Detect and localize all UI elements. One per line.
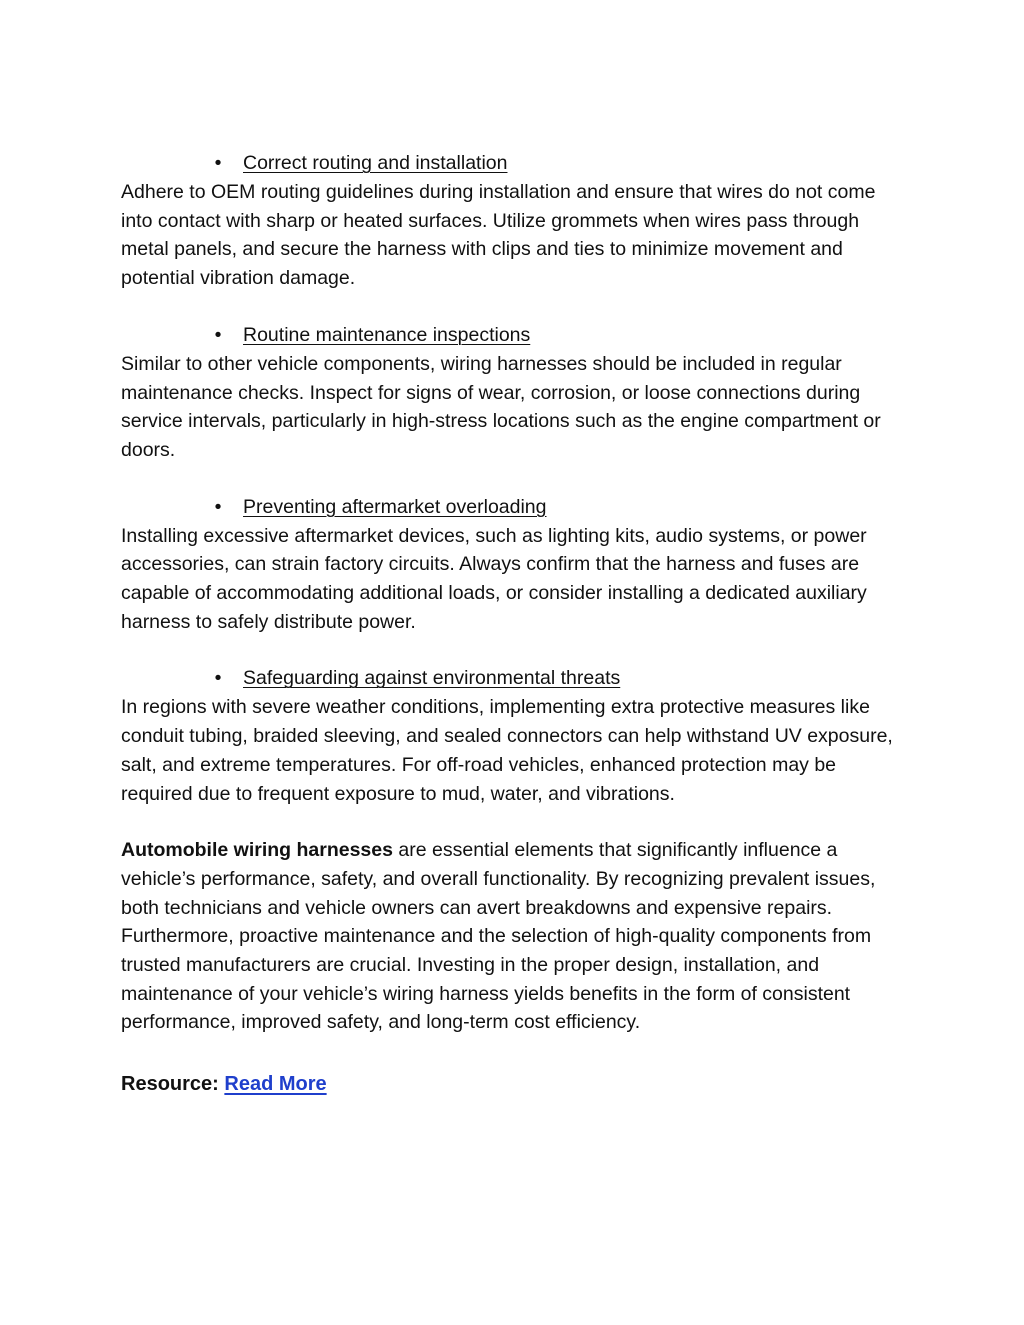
section-routing <box>121 149 911 293</box>
bullet-item <box>121 664 911 693</box>
section-body: Similar to other vehicle components, wiring harnesses should be included in regular maintenance checks. Inspect for signs of wear, corrosion, or loose connections during service intervals, particularly in high-stress locations such as the engine compartment or doors. <box>121 352 881 461</box>
bullet-icon: • <box>214 323 222 346</box>
section-heading: Safeguarding against environmental threats <box>243 667 621 690</box>
section-aftermarket <box>121 493 911 637</box>
section-body: In regions with severe weather conditions, implementing extra protective measures like conduit tubing, braided sleeving, and sealed connectors can help withstand UV exposure, salt, and extreme temperatures. For off-road vehicles, enhanced protection may be required due to frequent exposure to mud, water, and vibrations. <box>121 696 893 805</box>
bullet-icon: • <box>214 152 222 174</box>
section-heading: Routine maintenance inspections <box>243 323 531 346</box>
bullet-item <box>121 493 911 522</box>
conclusion-text: are essential elements that significantly influence a vehicle’s performance, safety, and overall functionality. By recognizing prevalent issues, both technicians and vehicle owners can avert breakdowns and expensive repairs. Furthermore, proactive maintenance and the selection of high-quality components from trusted manufacturers are crucial. Investing in the proper design, installation, and maintenance of your vehicle’s wiring harness yields benefits in the form of consistent performance, improved safety, and long-term cost efficiency. <box>121 839 876 1034</box>
resource-label: Resource: <box>121 1073 225 1096</box>
read-more-link[interactable]: Read More <box>224 1073 327 1096</box>
section-heading: Correct routing and installation <box>243 152 508 174</box>
conclusion-paragraph <box>121 836 911 1037</box>
bullet-icon: • <box>214 667 222 690</box>
bullet-item <box>121 149 911 178</box>
section-environmental <box>121 664 911 808</box>
section-heading: Preventing aftermarket overloading <box>243 495 547 518</box>
conclusion-bold-lead: Automobile wiring harnesses <box>121 839 393 862</box>
bullet-item <box>121 321 911 350</box>
section-body: Adhere to OEM routing guidelines during installation and ensure that wires do not come into contact with sharp or heated surfaces. Utilize grommets when wires pass through metal panels, and secure the harness with clips and ties to minimize movement and potential vibration damage. <box>121 181 876 290</box>
bullet-icon: • <box>214 495 222 518</box>
section-body: Installing excessive aftermarket devices, such as lighting kits, audio systems, or power accessories, can strain factory circuits. Always confirm that the harness and fuses are capable of accommodating additional loads, or consider installing a dedicated auxiliary harness to safely distribute power. <box>121 524 867 633</box>
resource-line <box>121 1069 911 1099</box>
document-page <box>121 149 911 1099</box>
section-maintenance <box>121 321 911 465</box>
